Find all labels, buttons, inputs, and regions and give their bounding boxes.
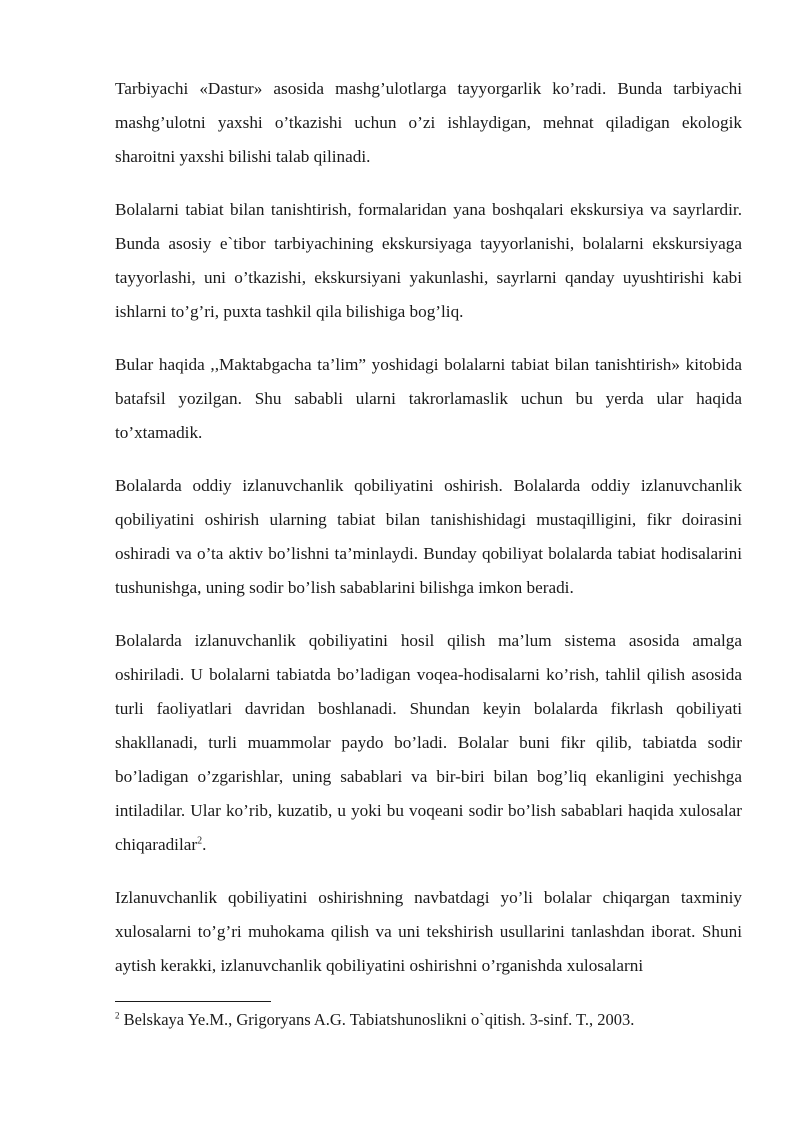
paragraph-2: Bolalarni tabiat bilan tanishtirish, formalaridan yana boshqalari ekskursiya va sayrlardir. Bunda asosiy e`tibor tarbiyachining ekskursiyaga tayyorlanishi, bolalarni ekskursiyaga tayyorlashi, uni o’tkazishi, ekskursiyani yakunlashi, sayrlarni qanday uyushtirishi kabi ishlarni to’g’ri, puxta tashkil qila bilishiga bog’liq. [115, 200, 742, 321]
body-text [115, 72, 742, 1002]
paragraph-5 [115, 624, 742, 862]
footnote-marker: 2 [115, 1010, 120, 1021]
footnote-separator [115, 1001, 271, 1002]
paragraph-4: Bolalarda oddiy izlanuvchanlik qobiliyatini oshirish. Bolalarda oddiy izlanuvchanlik qobiliyatini oshirish ularning tabiat bilan tanishishidagi mustaqilligini, fikr doirasini oshiradi va o’ta aktiv bo’lishni ta’minlaydi. Bunday qobiliyat bolalarda tabiat hodisalarini tushunishga, uning sodir bo’lish sabablarini bilishga imkon beradi. [115, 476, 742, 597]
footnote-text: Belskaya Ye.M., Grigoryans A.G. Tabiatshunoslikni o`qitish. 3-sinf. T., 2003. [119, 1010, 635, 1029]
footnote-reference[interactable]: 2 [197, 835, 203, 847]
paragraph-5-end: . [202, 835, 207, 854]
paragraph-6: Izlanuvchanlik qobiliyatini oshirishning navbatdagi yo’li bolalar chiqargan taxminiy xulosalarni to’g’ri muhokama qilish va uni tekshirish usullarini tanlashdan iborat. Shuni aytish kerakki, izlanuvchanlik qobiliyatini oshirishni o’rganishda xulosalarni [115, 888, 742, 975]
paragraph-5-text: Bolalarda izlanuvchanlik qobiliyatini hosil qilish ma’lum sistema asosida amalga oshiriladi. U bolalarni tabiatda bo’ladigan voqea-hodisalarni ko’rish, tahlil qilish asosida turli faoliyatlari davridan boshlanadi. Shundan keyin bolalarda fikrlash qobiliyati shakllanadi, turli muammolar paydo bo’ladi. Bolalar buni fikr qilib, tabiatda sodir bo’ladigan o’zgarishlar, uning sabablari va bir-biri bilan bog’liq ekanligini yechishga intiladilar. Ular ko’rib, kuzatib, u yoki bu voqeani sodir bo’lish sabablari haqida xulosalar chiqaradilar [115, 631, 742, 854]
paragraph-1: Tarbiyachi «Dastur» asosida mashg’ulotlarga tayyorgarlik ko’radi. Bunda tarbiyachi mashg’ulotni yaxshi o’tkazishi uchun o’zi ishlaydigan, mehnat qiladigan ekologik sharoitni yaxshi bilishi talab qilinadi. [115, 79, 742, 166]
footnote [115, 1009, 742, 1031]
paragraph-3: Bular haqida ,,Maktabgacha ta’lim” yoshidagi bolalarni tabiat bilan tanishtirish» kitobida batafsil yozilgan. Shu sababli ularni takrorlamaslik uchun bu yerda ular haqida to’xtamadik. [115, 355, 742, 442]
